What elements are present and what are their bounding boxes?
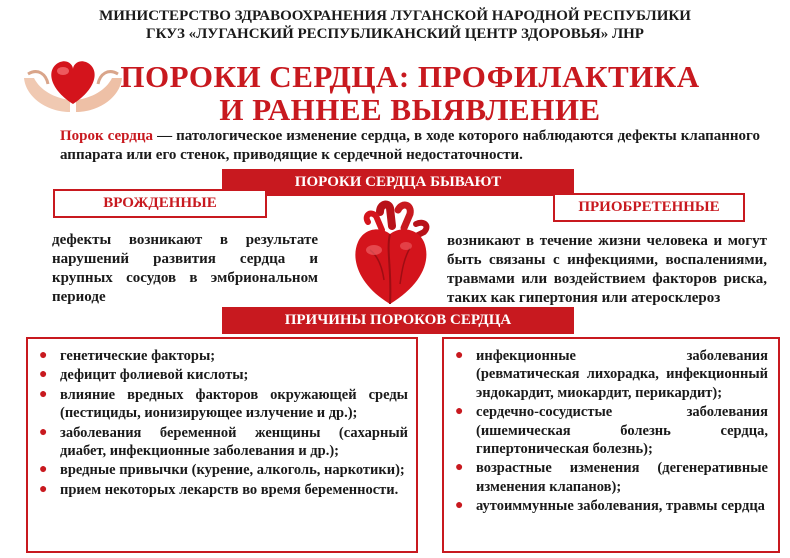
page-title-line-2: И РАННЕЕ ВЫЯВЛЕНИЕ [219, 92, 601, 127]
list-item [32, 424, 408, 461]
bullet-icon: ● [39, 481, 48, 497]
causes-left-list [28, 339, 416, 499]
bullet-icon: ● [455, 460, 464, 476]
org-line-1: МИНИСТЕРСТВО ЗДРАВООХРАНЕНИЯ ЛУГАНСКОЙ НАРОДНОЙ РЕСПУБЛИКИ [99, 8, 691, 24]
causes-heading: ПРИЧИНЫ ПОРОКОВ СЕРДЦА [222, 307, 574, 334]
bullet-icon: ● [39, 348, 48, 363]
types-heading: ПОРОКИ СЕРДЦА БЫВАЮТ [222, 169, 574, 196]
causes-left-box [26, 337, 418, 553]
bullet-icon: ● [39, 462, 48, 478]
list-item [32, 481, 408, 499]
list-item-text: аутоиммунные заболевания, травмы сердца [476, 498, 765, 515]
congenital-label: ВРОЖДЕННЫЕ [53, 189, 267, 218]
list-item [32, 366, 408, 384]
definition [60, 127, 760, 165]
list-item-text: вредные привычки (курение, алкоголь, наркотики); [60, 462, 405, 479]
list-item [448, 347, 768, 402]
list-item-text: генетические факторы; [60, 348, 216, 364]
list-item [32, 461, 408, 479]
list-item-text: влияние вредных факторов окружающей среды (пестициды, ионизирующее излучение и др.); [60, 386, 408, 422]
list-item [448, 403, 768, 458]
congenital-text: дефекты возникают в результате нарушений развития сердца и крупных сосудов в эмбриональном периоде [52, 232, 318, 305]
list-item-text: дефицит фолиевой кислоты; [60, 367, 249, 384]
list-item-text: заболевания беременной женщины (сахарный диабет, инфекционные заболевания и др.); [60, 424, 408, 460]
bullet-icon: ● [455, 498, 464, 514]
bullet-icon: ● [39, 367, 48, 383]
list-item-text: инфекционные заболевания (ревматическая лихорадка, инфекционный эндокардит, миокардит, перикардит); [476, 348, 768, 401]
page-title-line-1: ПОРОКИ СЕРДЦА: ПРОФИЛАКТИКА [120, 59, 700, 94]
bullet-icon: ● [455, 404, 464, 420]
definition-term: Порок сердца [60, 128, 154, 144]
list-item-text: прием некоторых лекарств во время беременности. [60, 481, 399, 498]
bullet-icon: ● [39, 386, 48, 402]
list-item [448, 459, 768, 496]
list-item [448, 497, 768, 515]
list-item-text: возрастные изменения (дегенеративные изменения клапанов); [476, 460, 768, 495]
acquired-text: возникают в течение жизни человека и могут быть связаны с инфекциями, воспалениями, травмами или воздействием факторов риска, таких как гипертония или атеросклероз [447, 233, 767, 306]
acquired-label: ПРИОБРЕТЕННЫЕ [553, 193, 745, 222]
causes-right-box [442, 337, 780, 553]
definition-text: — патологическое изменение сердца, в ходе которого наблюдаются дефекты клапанного аппарата или его стенок, приводящие к сердечной недостаточности. [60, 128, 760, 163]
list-item [32, 347, 408, 365]
anatomical-heart-icon [340, 200, 440, 310]
list-item [32, 386, 408, 423]
causes-right-list [444, 339, 778, 516]
bullet-icon: ● [39, 424, 48, 440]
list-item-text: сердечно-сосудистые заболевания (ишемическая болезнь сердца, гипертоническая болезнь); [476, 404, 768, 458]
bullet-icon: ● [455, 348, 464, 363]
org-line-2: ГКУЗ «ЛУГАНСКИЙ РЕСПУБЛИКАНСКИЙ ЦЕНТР ЗДОРОВЬЯ» ЛНР [146, 26, 644, 42]
